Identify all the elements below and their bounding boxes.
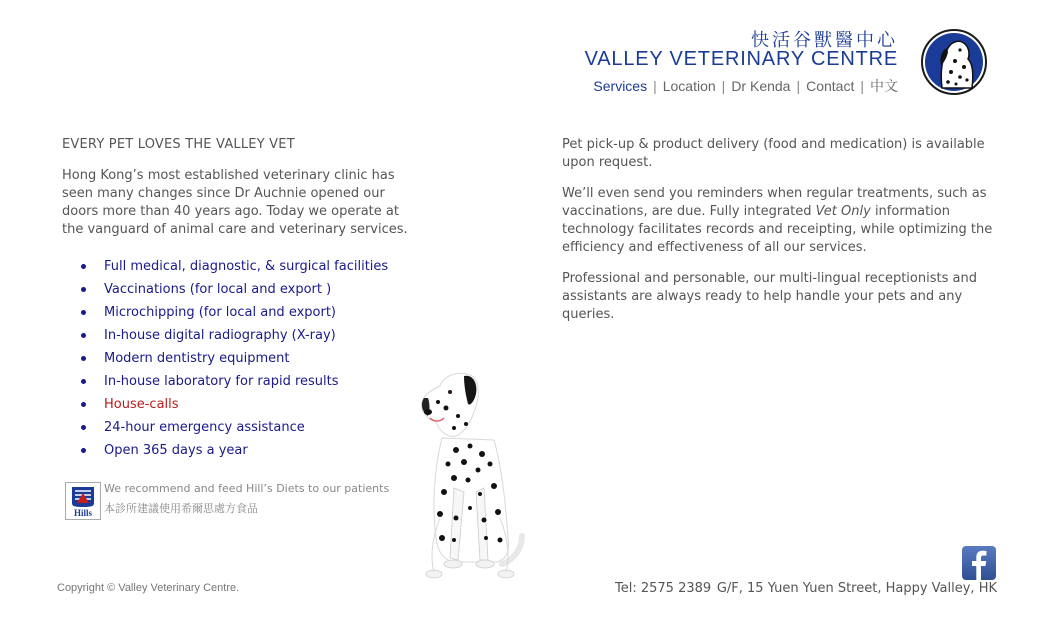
feature-item: Microchipping (for local and export) bbox=[62, 301, 417, 324]
hills-recommendation bbox=[63, 480, 403, 520]
telephone[interactable]: Tel: 2575 2389 bbox=[615, 581, 712, 596]
feature-item: Open 365 days a year bbox=[62, 439, 417, 462]
hills-logo-icon bbox=[65, 482, 101, 520]
feature-item: In-house digital radiography (X-ray) bbox=[62, 324, 417, 347]
site-title: VALLEY VETERINARY CENTRE bbox=[584, 48, 898, 70]
dalmatian-dog-illustration bbox=[410, 368, 530, 588]
facebook-icon[interactable] bbox=[962, 546, 996, 580]
pickup-paragraph: Pet pick-up & product delivery (food and medication) is available upon request. bbox=[562, 137, 985, 170]
nav-location[interactable]: Location bbox=[662, 78, 716, 94]
main-nav bbox=[593, 76, 898, 96]
reminders-text-end: information technology facilitates records and receipting, while optimizing the efficiency and effectiveness of all our services. bbox=[562, 204, 993, 255]
feature-item-house-calls[interactable]: House-calls bbox=[62, 393, 417, 416]
reminders-text-start: We’ll even send you reminders when regular treatments, such as vaccinations, are due. Fully integrated bbox=[562, 186, 987, 219]
receptionists-paragraph: Professional and personable, our multi-lingual receptionists and assistants are always ready to help handle your pets and any queries. bbox=[562, 271, 977, 322]
left-column bbox=[62, 136, 417, 462]
nav-services[interactable]: Services bbox=[593, 78, 648, 94]
feature-item: In-house laboratory for rapid results bbox=[62, 370, 417, 393]
feature-item: Modern dentistry equipment bbox=[62, 347, 417, 370]
nav-dr-kenda[interactable]: Dr Kenda bbox=[731, 78, 791, 94]
section-heading: EVERY PET LOVES THE VALLEY VET bbox=[62, 137, 295, 152]
feature-item: Vaccinations (for local and export ) bbox=[62, 278, 417, 301]
feature-list bbox=[62, 255, 417, 462]
copyright-text: Copyright © Valley Veterinary Centre. bbox=[57, 582, 240, 594]
chinese-site-name: 快活谷獸醫中心 bbox=[751, 30, 898, 51]
feature-item: Full medical, diagnostic, & surgical facilities bbox=[62, 255, 417, 278]
nav-separator: | bbox=[860, 78, 864, 94]
nav-separator: | bbox=[796, 78, 801, 94]
nav-chinese[interactable]: 中文 bbox=[870, 78, 898, 94]
dalmatian-logo-icon[interactable] bbox=[920, 28, 988, 96]
nav-separator: | bbox=[721, 78, 726, 94]
vet-only-emphasis: Vet Only bbox=[815, 204, 871, 219]
reminders-paragraph bbox=[562, 185, 997, 257]
right-column bbox=[562, 136, 997, 337]
intro-paragraph: Hong Kong’s most established veterinary clinic has seen many changes since Dr Auchnie opened our doors more than 40 years ago. Today we operate at the vanguard of animal care and veterinary services. bbox=[62, 168, 408, 237]
feature-item: 24-hour emergency assistance bbox=[62, 416, 417, 439]
nav-separator: | bbox=[653, 78, 657, 94]
nav-contact[interactable]: Contact bbox=[806, 78, 855, 94]
hills-logo-text: Hills bbox=[73, 508, 93, 518]
hills-text-en: We recommend and feed Hill’s Diets to our patients bbox=[104, 482, 390, 495]
hills-text-cn: 本診所建議使用希爾思處方食品 bbox=[104, 502, 258, 515]
address: G/F, 15 Yuen Yuen Street, Happy Valley, HK bbox=[716, 581, 997, 596]
